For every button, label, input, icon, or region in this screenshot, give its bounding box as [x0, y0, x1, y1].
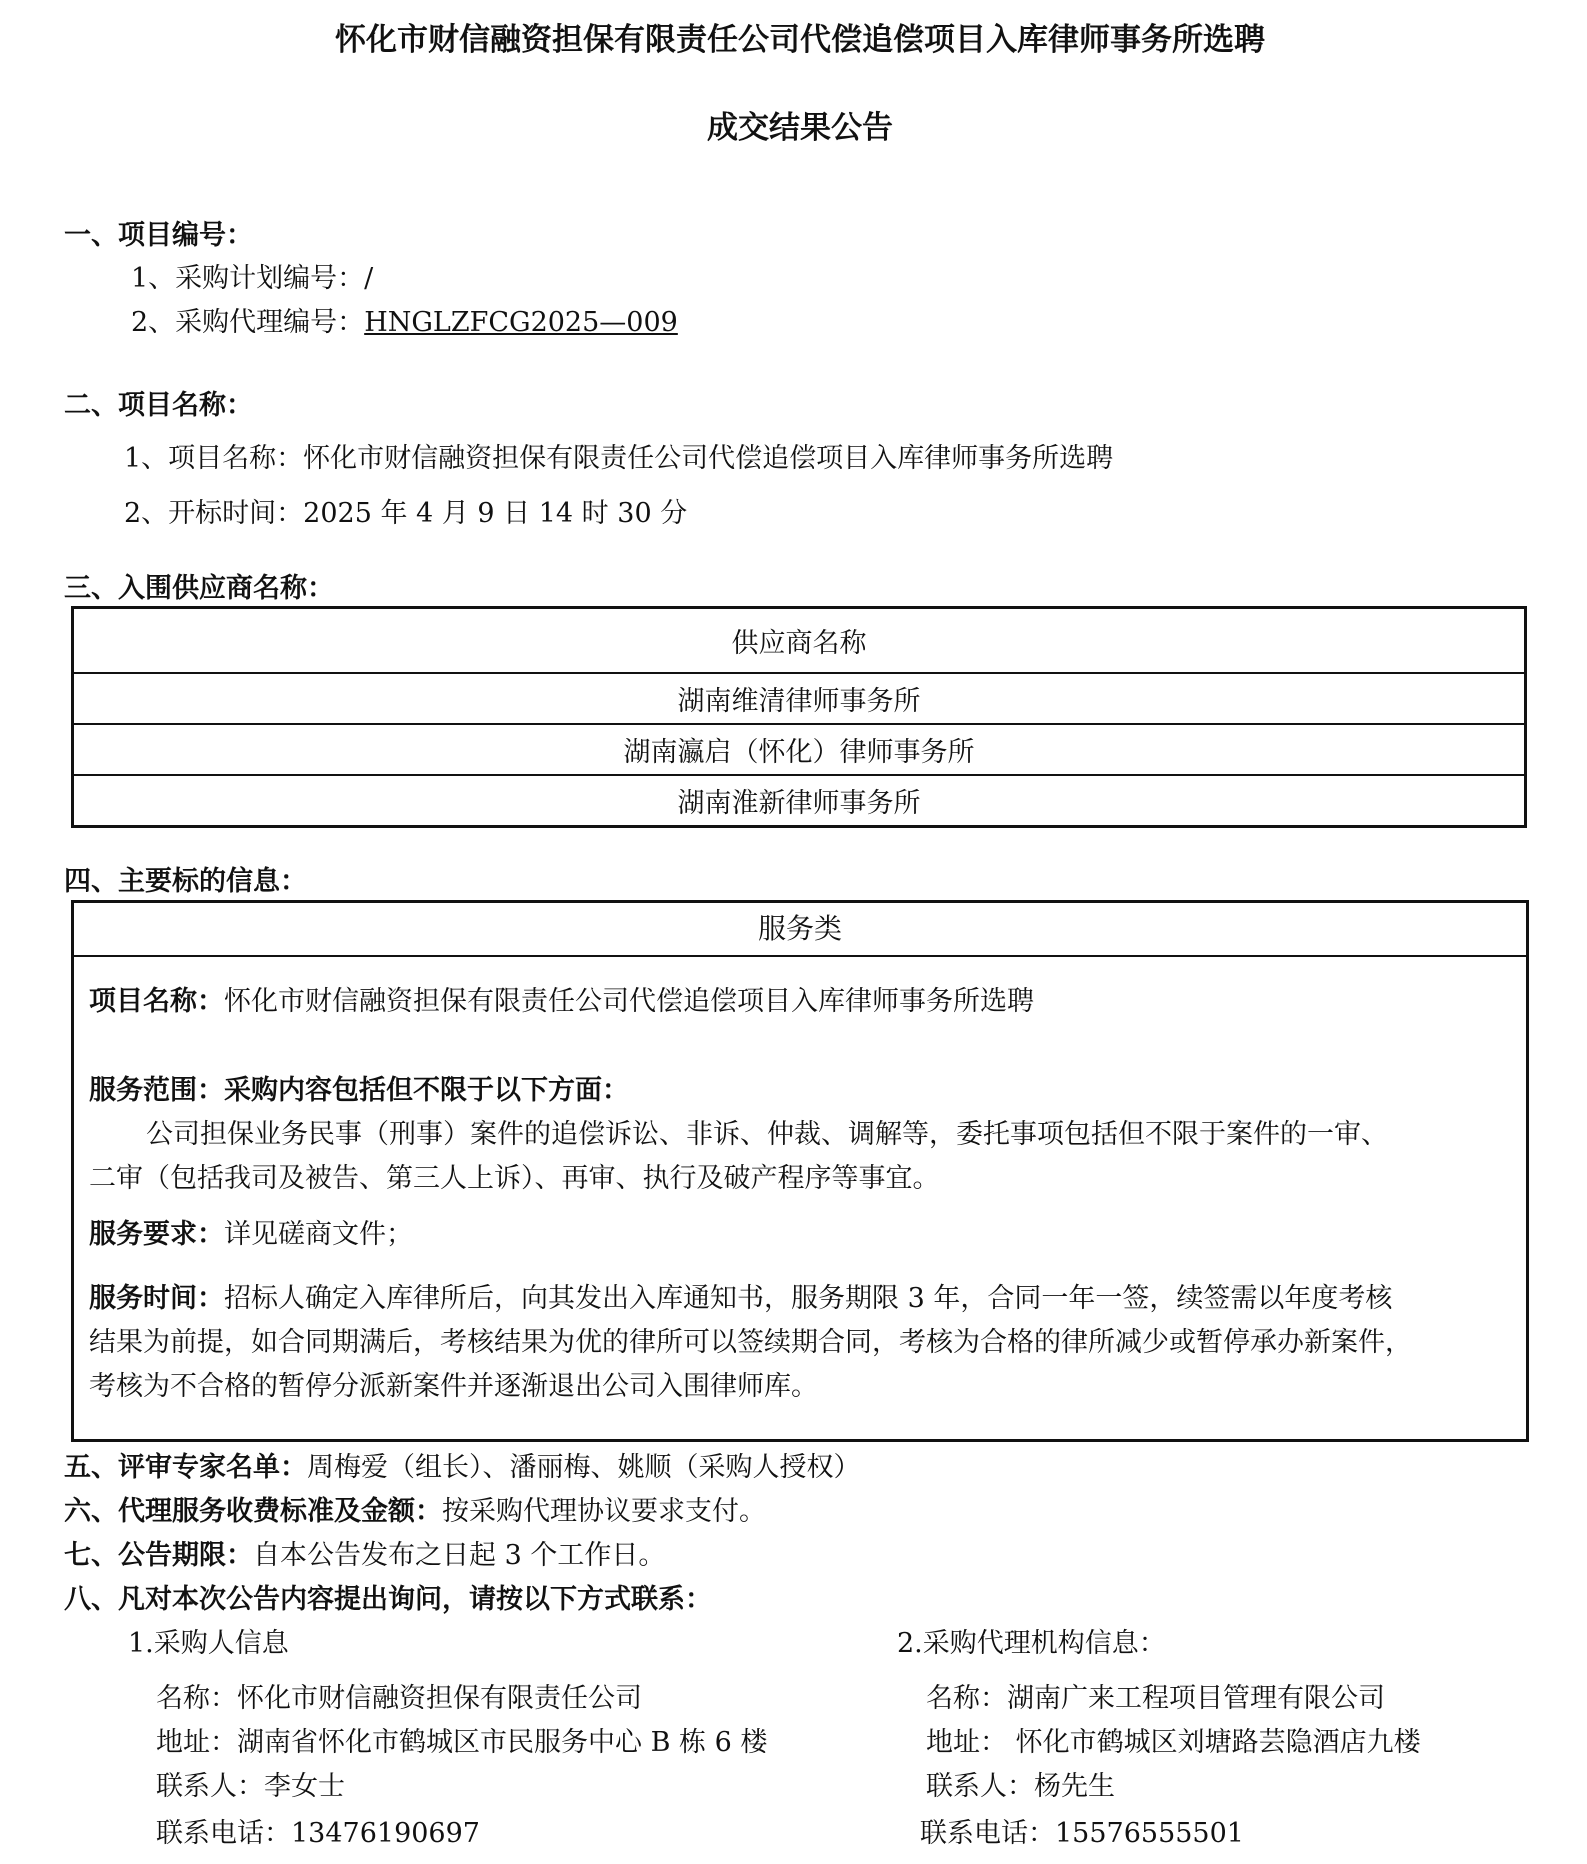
section-7 — [64, 1540, 665, 1572]
subject-info-box — [71, 900, 1529, 1442]
agent-contact: 联系人：杨先生 — [926, 1771, 1115, 1802]
table-row — [73, 724, 1526, 775]
supplier-cell: 湖南淮新律师事务所 — [73, 775, 1526, 827]
service-requirement-value: 详见磋商文件； — [224, 1219, 413, 1250]
service-scope-label: 服务范围：采购内容包括但不限于以下方面： — [89, 1075, 629, 1106]
section-5-value: 周梅爱（组长）、潘丽梅、姚顺（采购人授权） — [307, 1452, 861, 1483]
section-1-heading: 一、项目编号： — [64, 220, 253, 251]
section-6-label: 六、代理服务收费标准及金额： — [64, 1496, 442, 1527]
section-8-heading: 八、凡对本次公告内容提出询问，请按以下方式联系： — [64, 1584, 712, 1615]
buyer-phone: 联系电话：13476190697 — [156, 1818, 480, 1849]
service-scope-line2: 二审（包括我司及被告、第三人上诉）、再审、执行及破产程序等事宜。 — [89, 1163, 940, 1194]
service-time-label: 服务时间： — [89, 1283, 224, 1314]
section-7-value: 自本公告发布之日起 3 个工作日。 — [253, 1540, 666, 1571]
section-6-value: 按采购代理协议要求支付。 — [442, 1496, 766, 1527]
agency-number-value: HNGLZFCG2025—009 — [364, 307, 678, 338]
section-3-heading: 三、入围供应商名称： — [64, 573, 334, 604]
section-2-heading: 二、项目名称： — [64, 390, 253, 421]
document-title-line1: 怀化市财信融资担保有限责任公司代偿追偿项目入库律师事务所选聘 — [335, 22, 1265, 58]
agent-address: 地址： 怀化市鹤城区刘塘路芸隐酒店九楼 — [926, 1727, 1421, 1758]
service-scope-line1: 公司担保业务民事（刑事）案件的追偿诉讼、非诉、仲裁、调解等，委托事项包括但不限于案件的一审、 — [146, 1119, 1388, 1150]
service-time-text: 招标人确定入库律所后，向其发出入库通知书，服务期限 3 年，合同一年一签，续签需以年度考核 — [224, 1283, 1393, 1314]
service-time-line3: 考核为不合格的暂停分派新案件并逐渐退出公司入围律师库。 — [89, 1371, 818, 1402]
buyer-info-title: 1.采购人信息 — [128, 1628, 289, 1659]
service-time-line1 — [89, 1283, 1392, 1315]
table-header-cell: 供应商名称 — [73, 608, 1526, 674]
project-name: 1、项目名称：怀化市财信融资担保有限责任公司代偿追偿项目入库律师事务所选聘 — [124, 443, 1114, 474]
supplier-cell: 湖南维清律师事务所 — [73, 673, 1526, 724]
table-header-row — [73, 608, 1526, 674]
table-row — [73, 673, 1526, 724]
box-title: 服务类 — [74, 903, 1526, 957]
supplier-table — [71, 606, 1527, 828]
section-5 — [64, 1452, 861, 1484]
box-project-name — [89, 986, 1034, 1018]
service-requirement-label: 服务要求： — [89, 1219, 224, 1250]
section-4-heading: 四、主要标的信息： — [64, 866, 307, 897]
box-project-name-value: 怀化市财信融资担保有限责任公司代偿追偿项目入库律师事务所选聘 — [224, 986, 1034, 1017]
section-5-label: 五、评审专家名单： — [64, 1452, 307, 1483]
section-7-label: 七、公告期限： — [64, 1540, 253, 1571]
bid-opening-time: 2、开标时间：2025 年 4 月 9 日 14 时 30 分 — [124, 498, 688, 529]
table-row — [73, 775, 1526, 827]
service-time-line2: 结果为前提，如合同期满后，考核结果为优的律所可以签续期合同，考核为合格的律所减少或暂停承办新案件， — [89, 1327, 1412, 1358]
agency-number-label: 2、采购代理编号： — [131, 307, 365, 338]
box-project-name-label: 项目名称： — [89, 986, 224, 1017]
service-requirement — [89, 1219, 413, 1251]
supplier-cell: 湖南瀛启（怀化）律师事务所 — [73, 724, 1526, 775]
buyer-contact: 联系人：李女士 — [156, 1771, 345, 1802]
plan-number: 1、采购计划编号：/ — [131, 263, 374, 294]
section-6 — [64, 1496, 766, 1528]
agent-phone: 联系电话：15576555501 — [920, 1818, 1244, 1849]
buyer-name: 名称：怀化市财信融资担保有限责任公司 — [156, 1683, 642, 1714]
agency-number-row — [131, 307, 678, 339]
document-title-line2: 成交结果公告 — [707, 110, 893, 146]
agent-info-title: 2.采购代理机构信息： — [897, 1628, 1166, 1659]
agent-name: 名称：湖南广来工程项目管理有限公司 — [926, 1683, 1385, 1714]
buyer-address: 地址：湖南省怀化市鹤城区市民服务中心 B 栋 6 楼 — [156, 1727, 768, 1758]
